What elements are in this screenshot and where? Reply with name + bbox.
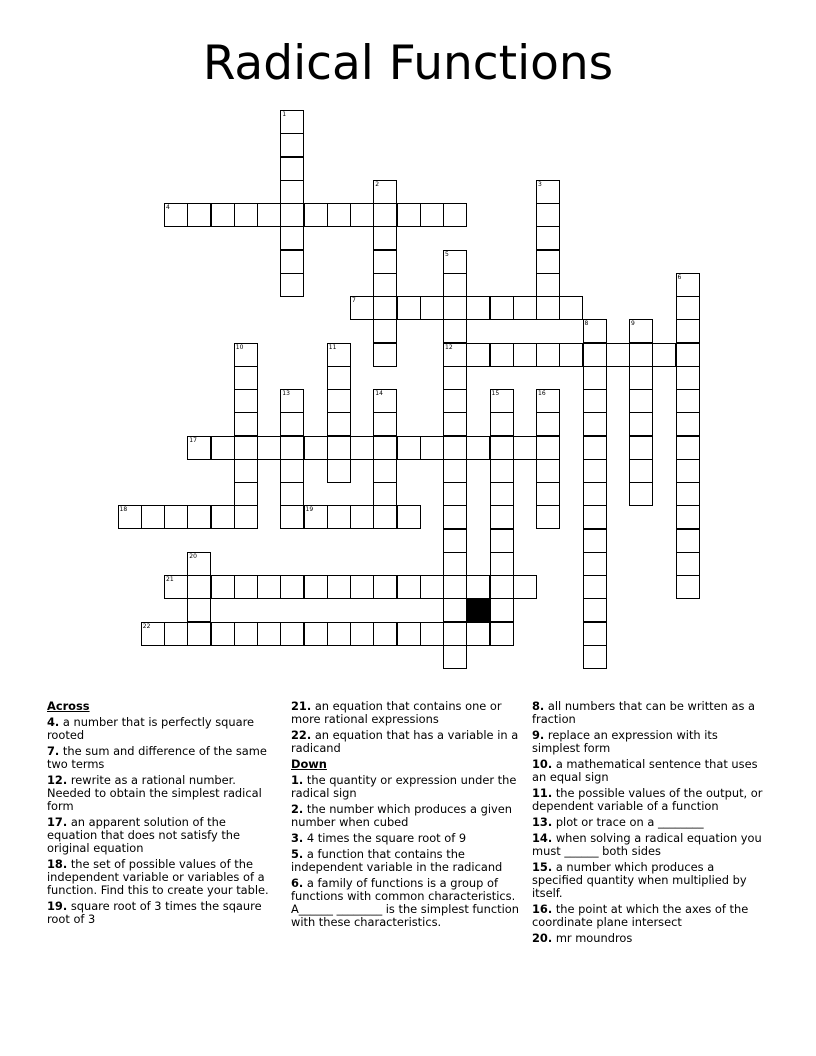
grid-cell[interactable]	[257, 575, 281, 599]
clue-across-21: 21. an equation that contains one or more rational expressions	[291, 699, 502, 726]
grid-cell[interactable]	[234, 575, 258, 599]
grid-cell[interactable]	[373, 180, 397, 204]
grid-cell[interactable]	[443, 622, 467, 646]
cell-number: 20	[189, 552, 197, 560]
grid-cell[interactable]	[280, 157, 304, 181]
grid-cell[interactable]	[350, 436, 374, 460]
clue-down-14: 14. when solving a radical equation you must ______ both sides	[532, 831, 762, 858]
grid-cell[interactable]	[397, 436, 421, 460]
grid-cell[interactable]	[211, 622, 235, 646]
grid-cell[interactable]	[583, 645, 607, 669]
grid-cell[interactable]	[513, 343, 537, 367]
grid-cell[interactable]	[629, 319, 653, 343]
grid-cell[interactable]	[211, 203, 235, 227]
grid-cell[interactable]	[676, 319, 700, 343]
grid-cell[interactable]	[373, 505, 397, 529]
grid-cell[interactable]	[327, 436, 351, 460]
grid-cell[interactable]	[676, 366, 700, 390]
grid-cell[interactable]	[420, 575, 444, 599]
grid-cell[interactable]	[164, 203, 188, 227]
cell-number: 2	[375, 180, 380, 188]
grid-cell[interactable]	[513, 436, 537, 460]
grid-cell[interactable]	[234, 343, 258, 367]
grid-cell[interactable]	[583, 436, 607, 460]
grid-cell[interactable]	[513, 575, 537, 599]
grid-cell[interactable]	[373, 273, 397, 297]
grid-cell[interactable]	[583, 505, 607, 529]
grid-cell[interactable]	[211, 436, 235, 460]
grid-cell[interactable]	[327, 203, 351, 227]
cell-number: 22	[142, 622, 151, 630]
grid-cell[interactable]	[490, 575, 514, 599]
grid-cell[interactable]	[490, 343, 514, 367]
cell-number: 19	[305, 506, 314, 514]
clue-down-10: 10. a mathematical sentence that uses an equal sign	[532, 757, 758, 784]
grid-cell[interactable]	[443, 366, 467, 390]
grid-cell[interactable]	[187, 622, 211, 646]
grid-cell[interactable]	[234, 482, 258, 506]
grid-cell[interactable]	[420, 436, 444, 460]
across-header: Across	[47, 699, 90, 713]
grid-cell[interactable]	[350, 505, 374, 529]
grid-cell[interactable]	[629, 343, 653, 367]
grid-cell[interactable]	[304, 622, 328, 646]
grid-cell[interactable]	[420, 203, 444, 227]
grid-cell[interactable]	[583, 482, 607, 506]
grid-cell[interactable]	[187, 436, 211, 460]
grid-cell[interactable]	[141, 505, 165, 529]
grid-cell[interactable]	[350, 575, 374, 599]
grid-cell[interactable]	[443, 505, 467, 529]
grid-cell[interactable]	[280, 133, 304, 157]
grid-cell[interactable]	[373, 389, 397, 413]
cell-number: 10	[235, 343, 244, 351]
clue-down-15: 15. a number which produces a specified quantity when multiplied by itself.	[532, 860, 747, 900]
grid-cell[interactable]	[676, 529, 700, 553]
grid-cell[interactable]	[443, 273, 467, 297]
grid-cell[interactable]	[187, 598, 211, 622]
grid-cell[interactable]	[397, 575, 421, 599]
grid-cell[interactable]	[327, 622, 351, 646]
grid-cell[interactable]	[373, 296, 397, 320]
grid-cell[interactable]	[536, 180, 560, 204]
grid-cell[interactable]	[583, 412, 607, 436]
grid-cell[interactable]	[629, 389, 653, 413]
clue-down-9: 9. replace an expression with its simplest form	[532, 728, 718, 755]
grid-cell[interactable]	[211, 505, 235, 529]
grid-cell[interactable]	[350, 622, 374, 646]
grid-cell[interactable]	[443, 598, 467, 622]
grid-cell[interactable]	[280, 575, 304, 599]
grid-cell[interactable]	[234, 389, 258, 413]
grid-cell[interactable]	[490, 505, 514, 529]
grid-cell[interactable]	[583, 366, 607, 390]
grid-cell[interactable]	[373, 575, 397, 599]
down-header: Down	[291, 757, 327, 771]
grid-cell[interactable]	[583, 529, 607, 553]
grid-cell[interactable]	[490, 389, 514, 413]
grid-cell[interactable]	[118, 505, 142, 529]
grid-cell[interactable]	[280, 505, 304, 529]
grid-cell[interactable]	[187, 575, 211, 599]
clues-column-3	[532, 700, 768, 948]
grid-cell[interactable]	[187, 505, 211, 529]
cell-number: 18	[119, 506, 128, 514]
grid-cell[interactable]	[490, 459, 514, 483]
grid-cell[interactable]	[211, 575, 235, 599]
grid-cell[interactable]	[536, 389, 560, 413]
grid-cell[interactable]	[466, 575, 490, 599]
grid-cell[interactable]	[490, 529, 514, 553]
clue-down-16: 16. the point at which the axes of the coordinate plane intersect	[532, 902, 749, 929]
cell-number: 3	[538, 180, 542, 188]
grid-cell[interactable]	[373, 343, 397, 367]
clue-down-1: 1. the quantity or expression under the radical sign	[291, 773, 517, 800]
grid-cell[interactable]	[234, 203, 258, 227]
grid-cell[interactable]	[629, 366, 653, 390]
grid-cell[interactable]	[443, 389, 467, 413]
grid-cell[interactable]	[559, 296, 583, 320]
grid-cell[interactable]	[443, 436, 467, 460]
page-title: Radical Functions	[202, 36, 614, 91]
grid-cell[interactable]	[327, 459, 351, 483]
grid-cell[interactable]	[490, 552, 514, 576]
grid-cell[interactable]	[280, 412, 304, 436]
grid-cell[interactable]	[280, 622, 304, 646]
grid-cell[interactable]	[373, 226, 397, 250]
grid-cell[interactable]	[536, 226, 560, 250]
grid-cell[interactable]	[280, 389, 304, 413]
grid-cell[interactable]	[490, 436, 514, 460]
grid-cell[interactable]	[327, 505, 351, 529]
grid-cell[interactable]	[234, 436, 258, 460]
grid-cell[interactable]	[280, 203, 304, 227]
clue-across-19: 19. square root of 3 times the sqaure root of 3	[47, 899, 262, 926]
grid-cell[interactable]	[536, 482, 560, 506]
grid-cell[interactable]	[164, 505, 188, 529]
grid-cell[interactable]	[606, 343, 630, 367]
grid-cell[interactable]	[676, 482, 700, 506]
cell-number: 12	[445, 343, 453, 351]
clue-across-4: 4. a number that is perfectly square rooted	[47, 715, 255, 742]
clue-across-7: 7. the sum and difference of the same two terms	[47, 744, 267, 771]
grid-cell[interactable]	[676, 296, 700, 320]
clue-down-11: 11. the possible values of the output, or dependent variable of a function	[532, 786, 763, 813]
grid-cell[interactable]	[536, 203, 560, 227]
grid-cell[interactable]	[373, 482, 397, 506]
grid-cell[interactable]	[466, 343, 490, 367]
grid-cell[interactable]	[164, 575, 188, 599]
grid-cell[interactable]	[583, 575, 607, 599]
grid-cell[interactable]	[443, 296, 467, 320]
grid-cell[interactable]	[234, 459, 258, 483]
grid-cell[interactable]	[280, 273, 304, 297]
grid-cell[interactable]	[676, 552, 700, 576]
grid-cell[interactable]	[629, 482, 653, 506]
grid-cell[interactable]	[257, 622, 281, 646]
cell-number: 5	[445, 250, 449, 258]
grid-cell[interactable]	[490, 412, 514, 436]
grid-cell[interactable]	[513, 296, 537, 320]
clue-down-20: 20. mr moundros	[532, 931, 633, 945]
grid-cell[interactable]	[234, 622, 258, 646]
grid-cell[interactable]	[443, 459, 467, 483]
grid-cell[interactable]	[257, 436, 281, 460]
grid-cell[interactable]	[559, 343, 583, 367]
grid-cell[interactable]	[304, 436, 328, 460]
cell-number: 17	[189, 436, 197, 444]
clue-across-18: 18. the set of possible values of the independent variable or variables of a function. Find this to create your table.	[47, 857, 269, 897]
grid-cell[interactable]	[327, 366, 351, 390]
grid-cell[interactable]	[583, 598, 607, 622]
grid-cell[interactable]	[466, 296, 490, 320]
clue-across-12: 12. rewrite as a rational number. Needed to obtain the simplest radical form	[47, 773, 262, 813]
grid-cell[interactable]	[420, 296, 444, 320]
grid-cell[interactable]	[443, 552, 467, 576]
grid-cell[interactable]	[536, 459, 560, 483]
clues-column-2	[291, 700, 527, 932]
grid-cell[interactable]	[676, 412, 700, 436]
grid-cell[interactable]	[304, 203, 328, 227]
grid-cell[interactable]	[443, 575, 467, 599]
clue-down-6: 6. a family of functions is a group of functions with common characteristics. A______ ________ is the simplest function with these characteristics.	[291, 876, 519, 929]
clue-down-2: 2. the number which produces a given number when cubed	[291, 802, 512, 829]
grid-cell[interactable]	[420, 622, 444, 646]
grid-cell[interactable]	[676, 389, 700, 413]
cell-number: 9	[631, 320, 635, 328]
grid-cell[interactable]	[397, 203, 421, 227]
grid-cell[interactable]	[536, 436, 560, 460]
grid-cell[interactable]	[443, 645, 467, 669]
grid-cell[interactable]	[234, 505, 258, 529]
grid-cell[interactable]	[280, 180, 304, 204]
grid-cell[interactable]	[327, 412, 351, 436]
grid-cell[interactable]	[676, 273, 700, 297]
grid-cell[interactable]	[676, 343, 700, 367]
cell-number: 21	[166, 576, 174, 583]
clue-down-5: 5. a function that contains the independent variable in the radicand	[291, 847, 503, 874]
grid-cell[interactable]	[280, 459, 304, 483]
clue-down-3: 3. 4 times the square root of 9	[291, 831, 467, 845]
grid-cell[interactable]	[304, 575, 328, 599]
grid-cell[interactable]	[141, 622, 165, 646]
grid-cell[interactable]	[280, 482, 304, 506]
grid-cell[interactable]	[583, 459, 607, 483]
grid-cell[interactable]	[187, 203, 211, 227]
grid-cell[interactable]	[164, 622, 188, 646]
grid-cell[interactable]	[676, 459, 700, 483]
grid-cell[interactable]	[350, 203, 374, 227]
grid-cell[interactable]	[629, 459, 653, 483]
grid-cell[interactable]	[280, 110, 304, 134]
grid-cell[interactable]	[536, 412, 560, 436]
grid-cell[interactable]	[373, 319, 397, 343]
clue-down-13: 13. plot or trace on a ________	[532, 815, 704, 829]
grid-cell[interactable]	[280, 436, 304, 460]
grid-cell[interactable]	[443, 250, 467, 274]
grid-cell[interactable]	[234, 366, 258, 390]
grid-cell[interactable]	[583, 319, 607, 343]
grid-cell[interactable]	[280, 226, 304, 250]
grid-cell[interactable]	[652, 343, 676, 367]
black-cell	[466, 598, 490, 622]
grid-cell[interactable]	[280, 250, 304, 274]
grid-cell[interactable]	[443, 412, 467, 436]
cell-number: 14	[375, 390, 383, 397]
grid-cell[interactable]	[490, 482, 514, 506]
grid-cell[interactable]	[443, 343, 467, 367]
grid-cell[interactable]	[583, 389, 607, 413]
grid-cell[interactable]	[676, 436, 700, 460]
grid-cell[interactable]	[629, 436, 653, 460]
grid-cell[interactable]	[327, 343, 351, 367]
grid-cell[interactable]	[443, 319, 467, 343]
clue-down-8: 8. all numbers that can be written as a fraction	[532, 699, 755, 726]
grid-cell[interactable]	[327, 389, 351, 413]
grid-cell[interactable]	[187, 552, 211, 576]
grid-cell[interactable]	[443, 482, 467, 506]
grid-cell[interactable]	[397, 296, 421, 320]
cell-number: 11	[328, 343, 337, 351]
cell-number: 6	[677, 273, 682, 281]
grid-cell[interactable]	[536, 505, 560, 529]
grid-cell[interactable]	[373, 436, 397, 460]
cell-number: 16	[538, 390, 546, 397]
grid-cell[interactable]	[397, 505, 421, 529]
cell-number: 4	[166, 204, 170, 211]
grid-cell[interactable]	[373, 250, 397, 274]
clue-across-17: 17. an apparent solution of the equation that does not satisfy the original equation	[47, 815, 241, 855]
grid-cell[interactable]	[257, 203, 281, 227]
cell-number: 8	[584, 320, 589, 328]
grid-cell[interactable]	[676, 575, 700, 599]
grid-cell[interactable]	[373, 459, 397, 483]
grid-cell[interactable]	[583, 343, 607, 367]
grid-cell[interactable]	[536, 343, 560, 367]
grid-cell[interactable]	[350, 296, 374, 320]
cell-number: 13	[282, 390, 290, 397]
grid-cell[interactable]	[490, 296, 514, 320]
grid-cell[interactable]	[536, 273, 560, 297]
grid-cell[interactable]	[583, 552, 607, 576]
grid-cell[interactable]	[373, 622, 397, 646]
grid-cell[interactable]	[443, 203, 467, 227]
clue-across-22: 22. an equation that has a variable in a radicand	[291, 728, 519, 755]
grid-cell[interactable]	[490, 598, 514, 622]
grid-cell[interactable]	[629, 412, 653, 436]
cell-number: 15	[491, 390, 500, 397]
grid-cell[interactable]	[397, 622, 421, 646]
grid-cell[interactable]	[443, 529, 467, 553]
grid-cell[interactable]	[490, 622, 514, 646]
grid-cell[interactable]	[373, 203, 397, 227]
grid-cell[interactable]	[304, 505, 328, 529]
grid-cell[interactable]	[536, 296, 560, 320]
grid-cell[interactable]	[676, 505, 700, 529]
grid-cell[interactable]	[466, 436, 490, 460]
clues-column-1	[47, 700, 277, 929]
grid-cell[interactable]	[234, 412, 258, 436]
grid-cell[interactable]	[327, 575, 351, 599]
cell-number: 7	[352, 297, 356, 304]
grid-cell[interactable]	[466, 622, 490, 646]
grid-cell[interactable]	[373, 412, 397, 436]
grid-cell[interactable]	[583, 622, 607, 646]
cell-number: 1	[282, 111, 287, 118]
grid-cell[interactable]	[536, 250, 560, 274]
